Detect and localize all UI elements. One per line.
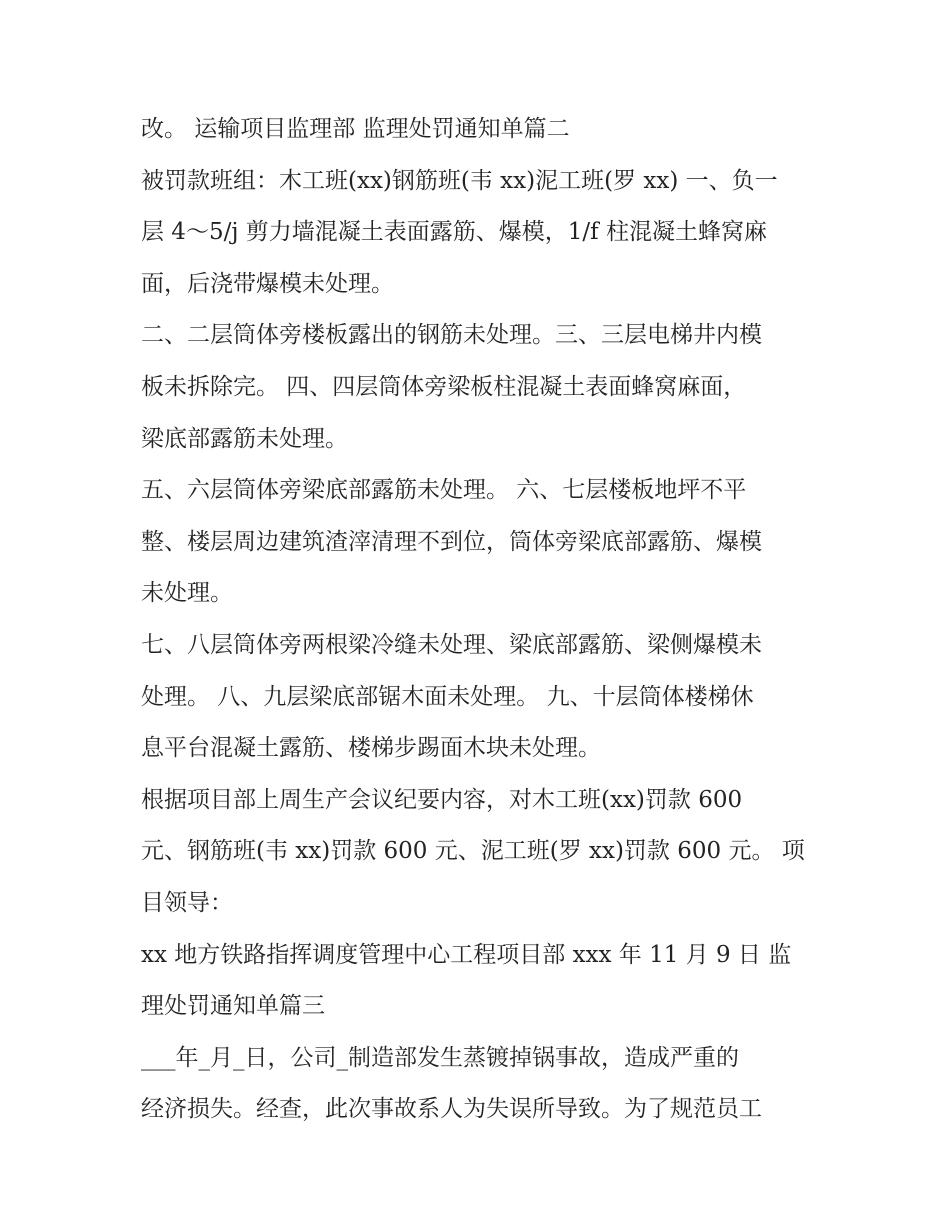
document-body [141,104,821,1136]
text-line: 经济损失。经查，此次事故系人为失误所导致。为了规范员工 [141,1096,762,1123]
text-line: 五、六层筒体旁梁底部露筋未处理。 六、七层楼板地坪不平 [141,477,747,504]
text-line: 元、钢筋班(韦 xx)罚款 600 元、泥工班(罗 xx)罚款 600 元。 项 [141,838,805,865]
text-line: xx 地方铁路指挥调度管理中心工程项目部 xxx 年 11 月 9 日 监 [141,941,792,968]
text-line: 根据项目部上周生产会议纪要内容，对木工班(xx)罚款 600 [141,786,743,813]
text-line: 面，后浇带爆模未处理。 [141,270,394,297]
text-line: 改。 运输项目监理部 监理处罚通知单篇二 [141,116,570,142]
text-line: 梁底部露筋未处理。 [141,425,348,452]
text-line: 整、楼层周边建筑渣滓清理不到位，筒体旁梁底部露筋、爆模 [141,528,762,555]
text-line: 目领导： [141,889,233,916]
text-line: 理处罚通知单篇三 [141,993,325,1020]
text-line: 息平台混凝土露筋、楼梯步踢面木块未处理。 [141,735,601,762]
text-line: 未处理。 [141,580,233,607]
text-line: 板未拆除完。 四、四层筒体旁梁板柱混凝土表面蜂窝麻面， [141,373,747,400]
text-line: 七、八层筒体旁两根梁冷缝未处理、梁底部露筋、梁侧爆模未 [141,631,762,658]
text-line: 层 4～5/j 剪力墙混凝土表面露筋、爆模，1/f 柱混凝土蜂窝麻 [141,219,767,246]
text-line: ___年_月_日，公司_制造部发生蒸镀掉锅事故，造成严重的 [141,1044,739,1071]
text-line: 二、二层筒体旁楼板露出的钢筋未处理。三、三层电梯井内模 [141,322,762,349]
text-line: 被罚款班组：木工班(xx)钢筋班(韦 xx)泥工班(罗 xx) 一、负一 [141,167,778,194]
text-line: 处理。 八、九层梁底部锯木面未处理。 九、十层筒体楼梯休 [141,683,754,710]
